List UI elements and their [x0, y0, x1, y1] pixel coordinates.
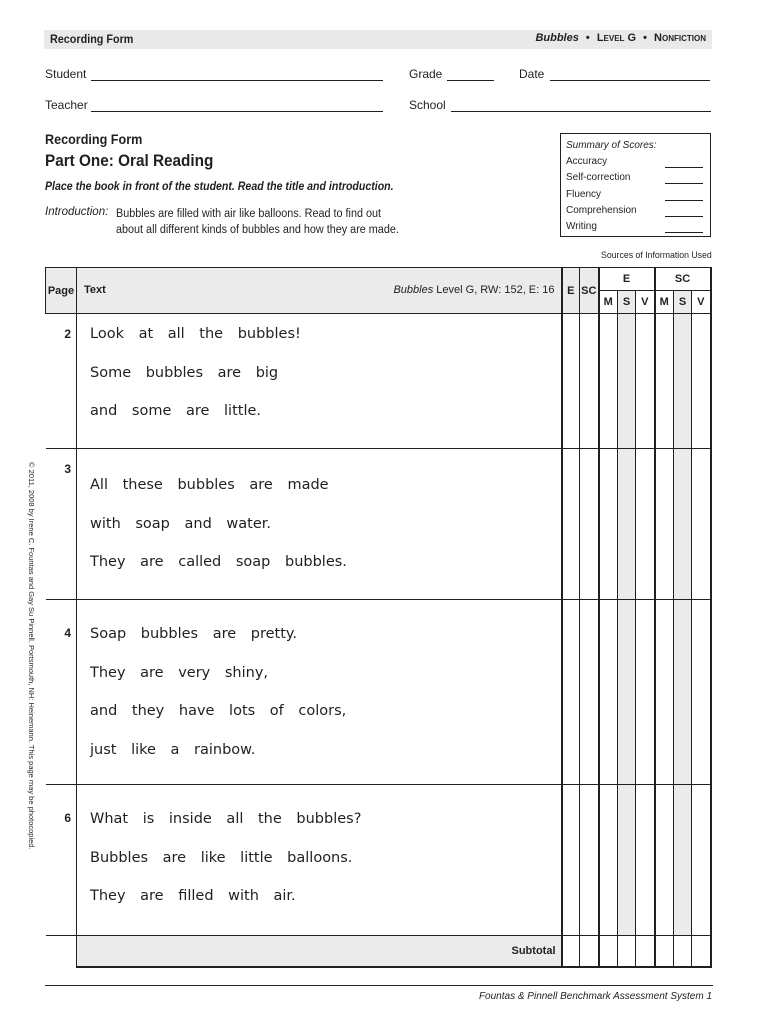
teacher-field[interactable] — [91, 111, 383, 112]
e-m-cell[interactable] — [599, 785, 618, 936]
sc-m-cell[interactable] — [655, 449, 674, 600]
e-s-cell[interactable] — [618, 785, 636, 936]
e-cell[interactable] — [562, 449, 580, 600]
text-line: Soap bubbles are pretty. — [90, 626, 298, 642]
subtotal-e-m-cell[interactable] — [599, 936, 618, 967]
col-text-label: Text — [84, 284, 106, 296]
e-s-cell[interactable] — [618, 314, 636, 449]
sc-m-header: M — [655, 291, 674, 314]
text-line: They are called soap bubbles. — [90, 554, 347, 570]
sc-cell[interactable] — [580, 600, 599, 785]
sc-s-cell[interactable] — [674, 785, 692, 936]
text-line: just like a rainbow. — [90, 741, 256, 758]
text-line: with soap and water. — [90, 515, 271, 532]
sc-v-cell[interactable] — [692, 600, 711, 785]
e-v-cell[interactable] — [636, 449, 655, 600]
text-line: All these bubbles are made — [90, 477, 329, 493]
school-label: School — [409, 98, 446, 112]
section-label: Recording Form — [45, 131, 143, 147]
text-line: Look at all the bubbles! — [90, 326, 301, 342]
e-v-header: V — [636, 291, 655, 314]
instruction-text: Place the book in front of the student. Read the title and introduction. — [45, 181, 394, 193]
header-bullet: • — [585, 32, 590, 44]
col-text-book-info — [393, 284, 554, 296]
intro-text: Bubbles are filled with air like balloons. Read to find out about all different kinds of bubbles and how they are made. — [116, 208, 399, 236]
sc-v-cell[interactable] — [692, 314, 711, 449]
summary-self-correction-field[interactable] — [665, 183, 703, 184]
summary-accuracy-field[interactable] — [665, 167, 703, 168]
text-line: and some are little. — [90, 403, 262, 419]
text-line: What is inside all the bubbles? — [90, 811, 362, 827]
sc-v-cell[interactable] — [692, 449, 711, 600]
subtotal-row — [46, 936, 711, 967]
summary-writing-field[interactable] — [665, 232, 703, 233]
sources-label: Sources of Information Used — [601, 250, 712, 261]
summary-fluency-label: Fluency — [566, 189, 602, 200]
oral-reading-table — [45, 267, 712, 968]
sc-v-header: V — [692, 291, 711, 314]
sc-s-header: S — [674, 291, 692, 314]
col-text-book-level: Level G, RW: 152, E: 16 — [436, 284, 555, 296]
header-form-label: Recording Form — [50, 32, 134, 46]
intro-label: Introduction: — [45, 206, 109, 218]
col-text-book-title: Bubbles — [393, 284, 434, 296]
summary-comprehension-field[interactable] — [665, 216, 703, 217]
text-cell — [77, 449, 562, 600]
teacher-label: Teacher — [45, 98, 88, 112]
date-field[interactable] — [550, 80, 710, 81]
summary-writing-label: Writing — [566, 221, 597, 232]
summary-accuracy-label: Accuracy — [566, 156, 608, 167]
group-sc-header: SC — [655, 268, 711, 291]
text-line: They are filled with air. — [90, 888, 296, 904]
page-number: 3 — [46, 449, 77, 600]
page-number: 2 — [46, 314, 77, 449]
sc-v-cell[interactable] — [692, 785, 711, 936]
table-row — [46, 600, 711, 785]
subtotal-sc-m-cell[interactable] — [655, 936, 674, 967]
sc-s-cell[interactable] — [674, 449, 692, 600]
e-cell[interactable] — [562, 314, 580, 449]
text-line: Bubbles are like little balloons. — [90, 849, 353, 866]
text-line: Some bubbles are big — [90, 364, 279, 381]
header-book-title: Bubbles — [535, 32, 579, 44]
sc-m-cell[interactable] — [655, 785, 674, 936]
col-text-header — [77, 268, 562, 314]
sc-cell[interactable] — [580, 785, 599, 936]
header-bar — [44, 30, 712, 49]
e-s-header: S — [618, 291, 636, 314]
col-page-header: Page — [46, 268, 77, 314]
page-number: 6 — [46, 785, 77, 936]
e-m-cell[interactable] — [599, 600, 618, 785]
sc-cell[interactable] — [580, 314, 599, 449]
header-level: Level G — [596, 32, 637, 44]
text-cell — [77, 314, 562, 449]
subtotal-spacer — [46, 936, 77, 967]
grade-label: Grade — [409, 67, 443, 81]
header-genre: Nonfiction — [654, 32, 706, 44]
sc-s-cell[interactable] — [674, 600, 692, 785]
footer-divider — [45, 985, 713, 986]
grade-field[interactable] — [447, 80, 494, 81]
col-e-header: E — [562, 268, 580, 314]
date-label: Date — [519, 67, 545, 81]
subtotal-e-v-cell[interactable] — [636, 936, 655, 967]
footer-text: Fountas & Pinnell Benchmark Assessment System 1 — [478, 991, 712, 1002]
subtotal-e-s-cell[interactable] — [618, 936, 636, 967]
student-field[interactable] — [91, 80, 383, 81]
subtotal-sc-s-cell[interactable] — [674, 936, 692, 967]
sc-m-cell[interactable] — [655, 314, 674, 449]
e-cell[interactable] — [562, 785, 580, 936]
header-bullet-2: • — [643, 32, 647, 44]
e-cell[interactable] — [562, 600, 580, 785]
intro-label-text: Introduction — [45, 206, 106, 218]
table-row — [46, 314, 711, 449]
e-m-cell[interactable] — [599, 314, 618, 449]
table-row — [46, 449, 711, 600]
student-label: Student — [45, 67, 87, 81]
summary-self-correction-label: Self-correction — [566, 172, 631, 183]
summary-comprehension-label: Comprehension — [566, 205, 637, 216]
col-sc-header: SC — [580, 268, 599, 314]
sc-m-cell[interactable] — [655, 600, 674, 785]
summary-of-scores-box — [560, 133, 711, 237]
summary-title: Summary of Scores: — [566, 140, 657, 151]
summary-fluency-field[interactable] — [665, 200, 703, 201]
e-v-cell[interactable] — [636, 785, 655, 936]
school-field[interactable] — [451, 111, 711, 112]
subtotal-sc-cell[interactable] — [580, 936, 599, 967]
copyright-notice: © 2011, 2008 by Irene C. Fountas and Gay Su Pinnell. Portsmouth, NH: Heinemann. This page may be photocopied. — [27, 462, 36, 850]
e-v-cell[interactable] — [636, 314, 655, 449]
text-line: and they have lots of colors, — [90, 703, 347, 719]
page-number: 4 — [46, 600, 77, 785]
sc-s-cell[interactable] — [674, 314, 692, 449]
subtotal-sc-v-cell[interactable] — [692, 936, 711, 967]
e-m-header: M — [599, 291, 618, 314]
e-m-cell[interactable] — [599, 449, 618, 600]
table-row — [46, 785, 711, 936]
sc-cell[interactable] — [580, 449, 599, 600]
e-s-cell[interactable] — [618, 449, 636, 600]
e-v-cell[interactable] — [636, 600, 655, 785]
group-e-header: E — [599, 268, 655, 291]
header-book-info — [535, 32, 706, 44]
part-title: Part One: Oral Reading — [45, 151, 214, 170]
text-cell — [77, 600, 562, 785]
e-s-cell[interactable] — [618, 600, 636, 785]
subtotal-e-cell[interactable] — [562, 936, 580, 967]
subtotal-label: Subtotal — [77, 936, 562, 967]
text-line: They are very shiny, — [90, 664, 269, 681]
text-cell — [77, 785, 562, 936]
